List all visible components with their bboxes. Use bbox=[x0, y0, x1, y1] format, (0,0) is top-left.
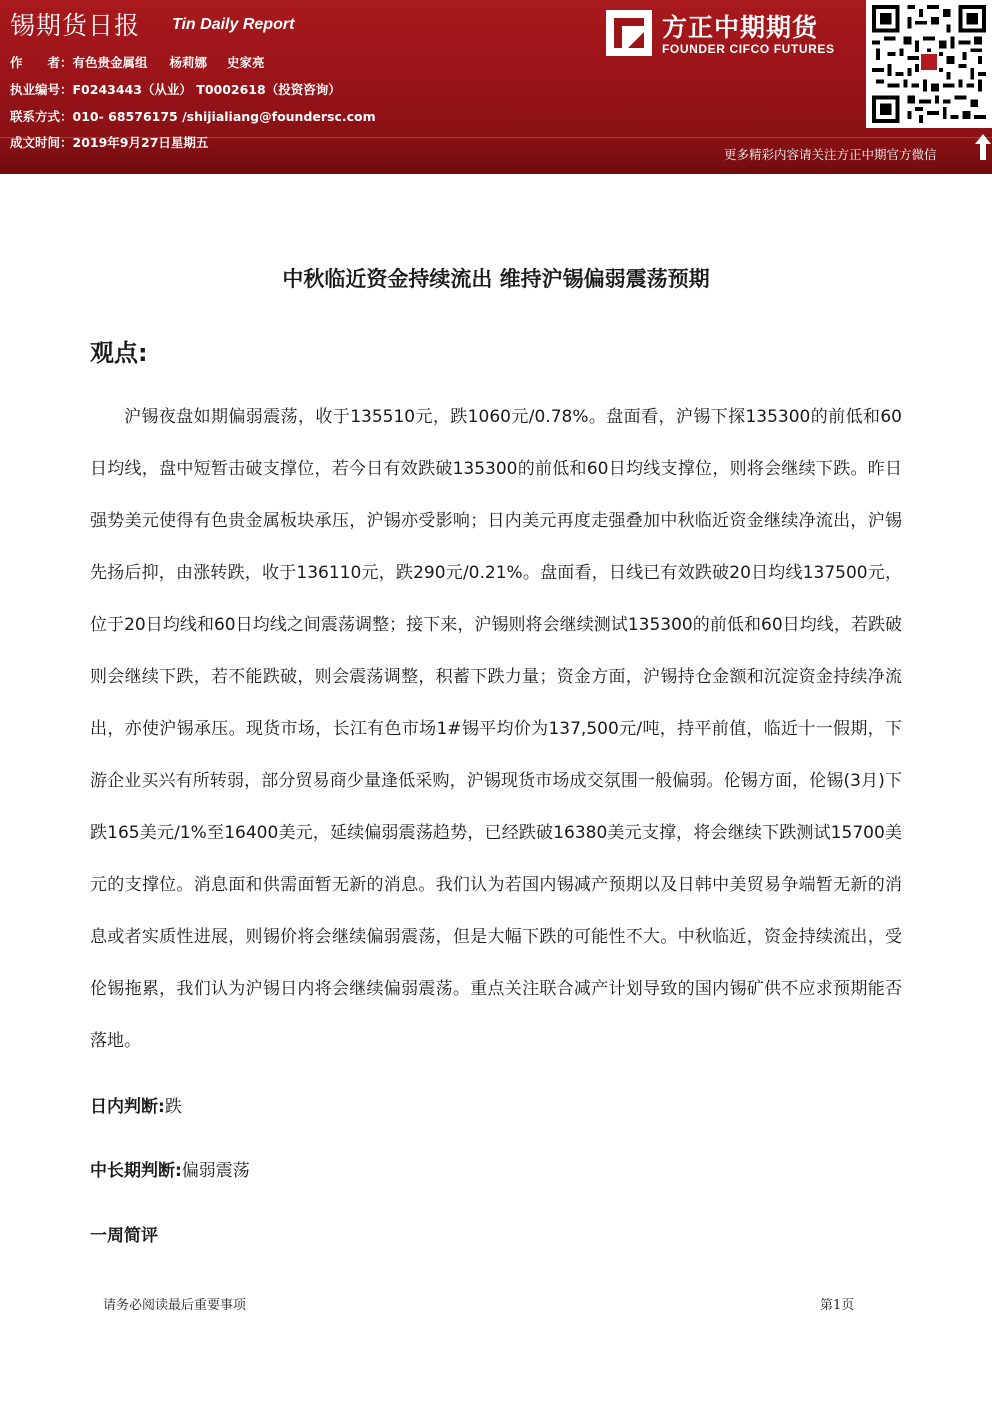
logo-name-en: FOUNDER CIFCO FUTURES bbox=[662, 42, 835, 56]
company-logo bbox=[604, 8, 862, 60]
author-name: 杨莉娜 bbox=[169, 55, 208, 70]
follow-wechat-note: 更多精彩内容请关注方正中期官方微信 bbox=[724, 147, 937, 162]
license-line bbox=[10, 80, 341, 98]
founder-logo-icon bbox=[604, 8, 654, 58]
analysis-paragraph: 沪锡夜盘如期偏弱震荡，收于135510元，跌1060元/0.78%。盘面看，沪锡下探135300的前低和60日均线，盘中短暂击破支撑位，若今日有效跌破135300的前低和60日均线支撑位，则将会继续下跌。昨日强势美元使得有色贵金属板块承压，沪锡亦受影响；日内美元再度走强叠加中秋临近资金继续净流出，沪锡先扬后抑，由涨转跌，收于136110元，跌290元/0.21%。盘面看，日线已有效跌破20日均线137500元，位于20日均线和60日均线之间震荡调整；接下来，沪锡则将会继续测试135300的前低和60日均线，若跌破则会继续下跌，若不能跌破，则会震荡调整，积蓄下跌力量；资金方面，沪锡持仓金额和沉淀资金持续净流出，亦使沪锡承压。现货市场，长江有色市场1#锡平均价为137,500元/吨，持平前值，临近十一假期，下游企业买兴有所转弱，部分贸易商少量逢低采购，沪锡现货市场成交氛围一般偏弱。伦锡方面，伦锡(3月)下跌165美元/1%至16400美元，延续偏弱震荡趋势，已经跌破16380美元支撑，将会继续下跌测试15700美元的支撑位。消息面和供需面暂无新的消息。我们认为若国内锡减产预期以及日韩中美贸易争端暂无新的消息或者实质性进展，则锡价将会继续偏弱震荡，但是大幅下跌的可能性不大。中秋临近，资金持续流出，受伦锡拖累，我们认为沪锡日内将会继续偏弱震荡。重点关注联合减产计划导致的国内锡矿供不应求预期能否落地。 bbox=[90, 407, 902, 1051]
intraday-value: 跌 bbox=[164, 1097, 182, 1117]
logo-name-cn: 方正中期期货 bbox=[662, 13, 819, 42]
contact-line bbox=[10, 107, 376, 125]
footer-notice: 请务必阅读最后重要事项 bbox=[103, 1298, 247, 1313]
author-line bbox=[10, 53, 285, 71]
qr-code[interactable] bbox=[866, 0, 992, 128]
contact-label: 联系方式： bbox=[10, 109, 73, 124]
license-label: 执业编号： bbox=[10, 82, 73, 97]
qr-code-icon bbox=[872, 5, 986, 123]
midterm-label: 中长期判断: bbox=[90, 1161, 182, 1181]
date-line bbox=[10, 133, 208, 151]
author-label: 作 者： bbox=[10, 55, 73, 70]
intraday-label: 日内判断: bbox=[90, 1097, 165, 1117]
date-label: 成文时间： bbox=[10, 135, 73, 150]
document-title: 中秋临近资金持续流出 维持沪锡偏弱震荡预期 bbox=[282, 267, 710, 291]
date-value: 2019年9月27日星期五 bbox=[72, 135, 209, 150]
report-title-cn: 锡期货日报 bbox=[10, 11, 141, 40]
author-group: 有色贵金属组 bbox=[72, 55, 148, 70]
license-value: F0243443（从业） T0002618（投资咨询） bbox=[72, 82, 341, 97]
contact-value[interactable]: 010- 68576175 /shijialiang@foundersc.com bbox=[72, 109, 376, 124]
author-name: 史家亮 bbox=[227, 55, 265, 70]
section-heading-view: 观点: bbox=[90, 339, 148, 367]
section-heading-week: 一周简评 bbox=[90, 1226, 158, 1246]
page-number: 第1页 bbox=[820, 1298, 855, 1313]
intraday-judgement bbox=[90, 1092, 182, 1117]
report-header bbox=[0, 0, 992, 174]
up-arrow-icon bbox=[975, 134, 991, 160]
midterm-value: 偏弱震荡 bbox=[181, 1161, 250, 1181]
midterm-judgement bbox=[90, 1156, 250, 1181]
report-title-en: Tin Daily Report bbox=[172, 16, 295, 33]
